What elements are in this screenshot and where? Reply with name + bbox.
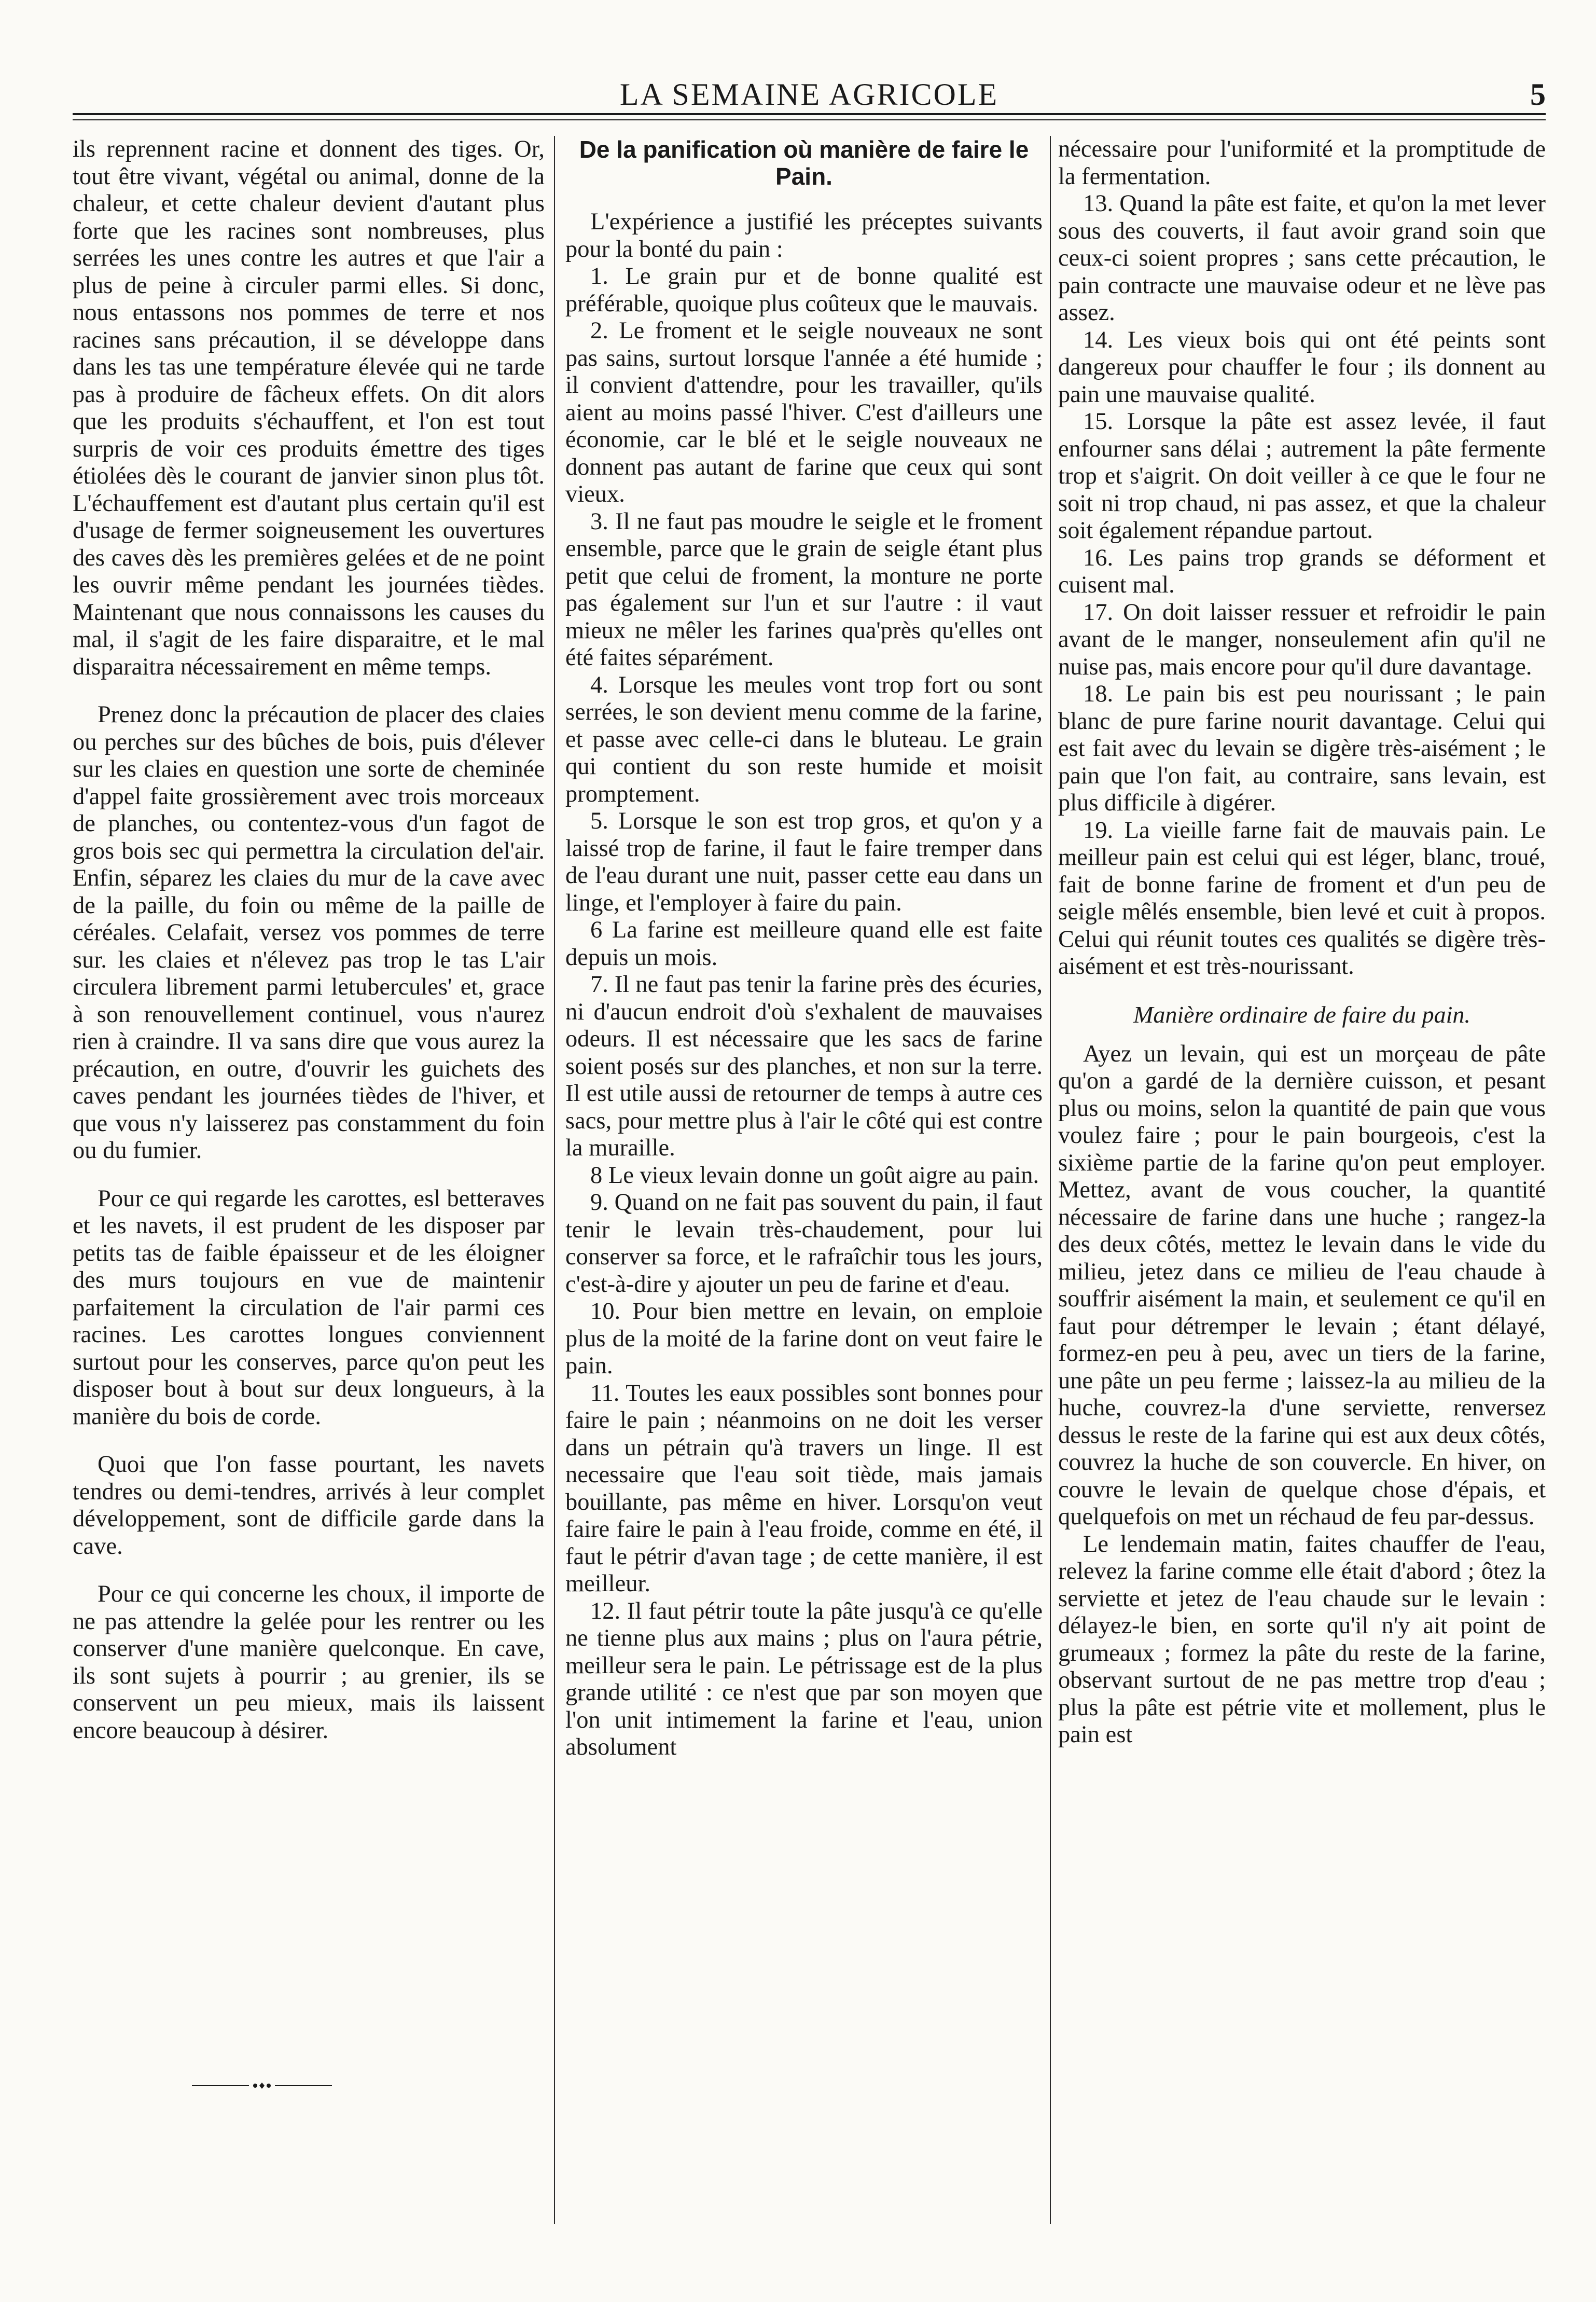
rule-item: 11. Toutes les eaux possibles sont bonnes pour faire le pain ; néanmoins on ne doit les verser dans un pétrain qu'à travers un linge. Il est necessaire que l'eau soit tiède, mais jamais bouillante, pas même en hiver. Lorsqu'on veut faire faire le pain à l'eau froide, comme en été, il faut le pétrir d'avan tage ; de cette manière, il est meilleur. <box>565 1380 1043 1597</box>
rule-item: 7. Il ne faut pas tenir la farine près des écuries, ni d'aucun endroit d'où s'exhalent de mauvaises odeurs. Il est nécessaire que les sacs de farine soient posés sur des planches, et non sur la terre. Il est utile aussi de retourner de temps à autre ces sacs, pour mettre plus à l'air le côté qui est contre la muraille. <box>565 971 1043 1161</box>
paragraph: Pour ce qui regarde les carottes, esl betteraves et les navets, il est prudent de les disposer par petits tas de faible épaisseur et de les éloigner des murs toujours en vue de maintenir parfaitement la circulation de l'air parmi ces racines. Les carottes longues conviennent surtout pour les conserves, parce qu'on peut les disposer bout à bout sur deux longueurs, à la manière du bois de corde. <box>73 1185 545 1430</box>
column-right <box>1058 136 1546 2177</box>
paragraph: nécessaire pour l'uniformité et la promptitude de la fermentation. <box>1058 136 1546 190</box>
rule-item: 5. Lorsque le son est trop gros, et qu'on y a laissé trop de farine, il faut le faire tremper dans de l'eau durant une nuit, passer cette eau dans un linge, et l'employer à faire du pain. <box>565 808 1043 916</box>
rule-item: 17. On doit laisser ressuer et refroidir le pain avant de le manger, nonseulement afin qu'il ne nuise pas, mais encore pour qu'il dure davantage. <box>1058 599 1546 680</box>
rule-item: 18. Le pain bis est peu nourissant ; le pain blanc de pure farine nourit davantage. Celui qui est fait avec du levain se digère très-aisément ; le pain que l'on fait, au contraire, sans levain, est plus difficile à digérer. <box>1058 681 1546 816</box>
rule-item: 3. Il ne faut pas moudre le seigle et le froment ensemble, parce que le grain de seigle étant plus petit que celui de froment, la monture ne porte pas également sur l'un et sur l'autre : il vaut mieux ne mêler les farines qua'près qu'elles ont été faites séparément. <box>565 508 1043 671</box>
rule-item: 6 La farine est meilleure quand elle est faite depuis un mois. <box>565 917 1043 971</box>
rule-item: 14. Les vieux bois qui ont été peints sont dangereux pour chauffer le four ; ils donnent au pain une mauvaise qualité. <box>1058 326 1546 408</box>
paragraph: Le lendemain matin, faites chauffer de l'eau, relevez la farine comme elle était d'abord ; ôtez la serviette et jetez de l'eau chaude sur le levain : délayez-le bien, en sorte qu'il n'y ait point de grumeaux ; formez la pâte du reste de la farine, observant surtout de ne pas mettre trop d'eau ; plus la pâte est pétrie vite et mollement, plus le pain est <box>1058 1531 1546 1748</box>
rule-item: 19. La vieille farne fait de mauvais pain. Le meilleur pain est celui qui est léger, blanc, troué, fait de bonne farine de froment et d'un peu de seigle mêlés ensemble, bien levé et cuit à propos. Celui qui réunit toutes ces qualités se digère très-aisément et est très-nourissant. <box>1058 817 1546 980</box>
header-rule-thin <box>73 119 1546 120</box>
paragraph: Ayez un levain, qui est un morçeau de pâte qu'on a gardé de la dernière cuisson, et pesant plus ou moins, selon la quantité de pain que vous voulez faire ; pour le pain bourgeois, c'est la sixième partie de la farine qu'on peut employer. Mettez, avant de vous coucher, la quantité nécessaire de farine dans une huche ; rangez-la des deux côtés, mettez le levain dans le vide du milieu, jetez dans ce milieu de l'eau chaude à souffrir aisément la main, et seulement ce qu'il en faut pour détremper le levain ; étant délayé, formez-en peu à peu, avec un tiers de la farine, une pâte un peu ferme ; laissez-la au milieu de la huche, couvrez-la d'une serviette, renversez dessus le reste de la farine qui est aux deux côtés, couvrez la huche de son couvercle. En hiver, on couvre le levain de quelque chose d'épais, et quelquefois on met un réchaud de feu par-dessus. <box>1058 1040 1546 1530</box>
column-divider-right <box>1050 136 1051 2224</box>
section-subheading: Manière ordinaire de faire du pain. <box>1133 1001 1470 1028</box>
rule-item: 2. Le froment et le seigle nouveaux ne sont pas sains, surtout lorsque l'année a été humide ; il convient d'attendre, pour les travailler, qu'ils aient au moins passé l'hiver. C'est d'ailleurs une économie, car le blé et le seigle nouveaux ne donnent pas autant de farine que ceux qui sont vieux. <box>565 318 1043 507</box>
paragraph: Quoi que l'on fasse pourtant, les navets tendres ou demi-tendres, arrivés à leur complet développement, sont de difficile garde dans la cave. <box>73 1451 545 1560</box>
column-middle <box>565 136 1043 2177</box>
page-number: 5 <box>1530 77 1546 112</box>
header-rule <box>73 113 1546 115</box>
rule-item: 10. Pour bien mettre en levain, on emploie plus de la moité de la farine dont on veut faire le pain. <box>565 1298 1043 1379</box>
column-divider-left <box>554 136 555 2224</box>
article-heading: De la panification où manière de faire le Pain. <box>579 136 1029 190</box>
paragraph: ils reprennent racine et donnent des tiges. Or, tout être vivant, végétal ou animal, donne de la chaleur, et cette chaleur devient d'autant plus forte que les racines sont nombreuses, plus serrées les unes contre les autres et que l'air a plus de peine à circuler parmi elles. Si donc, nous entassons nos pommes de terre et nos racines sans précaution, il se développe dans dans les tas une température élevée qui ne tarde pas à produire de fâcheux effets. On dit alors que les produits s'échauffent, et l'on est tout surpris de voir ces produits émettre des tiges étiolées dès le courant de janvier sinon plus tôt. L'échauffement est d'autant plus certain qu'il est d'usage de fermer soigneusement les ouvertures des caves dès les premières gelées et de ne point les ouvrir même pendant les journées tièdes. Maintenant que nous connaissons les causes du mal, il s'agit de les faire disparaitre, et le mal disparaitra nécessairement en même temps. <box>73 136 545 680</box>
paragraph: Pour ce qui concerne les choux, il importe de ne pas attendre la gelée pour les rentrer ou les conserver d'une manière quelconque. En cave, ils sont sujets à pourrir ; au grenier, ils se conservent un peu mieux, mais ils laissent encore beaucoup à désirer. <box>73 1581 545 1744</box>
rule-item: 15. Lorsque la pâte est assez levée, il faut enfourner sans délai ; autrement la pâte fermente trop et s'aigrit. On doit veiller à ce que le four ne soit ni trop chaud, ni pas assez, et que la chaleur soit également répandue partout. <box>1058 408 1546 544</box>
page-header <box>73 77 1546 118</box>
journal-title: LA SEMAINE AGRICOLE <box>619 77 999 112</box>
rule-item: 16. Les pains trop grands se déforment et cuisent mal. <box>1058 544 1546 598</box>
rule-item: 8 Le vieux levain donne un goût aigre au pain. <box>590 1162 1039 1189</box>
paragraph: L'expérience a justifié les préceptes suivants pour la bonté du pain : <box>565 209 1043 263</box>
rule-item: 12. Il faut pétrir toute la pâte jusqu'à ce qu'elle ne tienne plus aux mains ; plus on l'aura pétrie, meilleur sera le pain. Le pétrissage est de la plus grande utilité : ce n'est que par son moyen que l'on unit intimement la farine et l'eau, union absolument <box>565 1597 1043 1760</box>
column-left <box>73 136 545 2177</box>
rule-item: 13. Quand la pâte est faite, et qu'on la met lever sous des couverts, il faut avoir grand soin que ceux-ci soient propres ; sans cette précaution, le pain contracte une mauvaise odeur et ne lève pas assez. <box>1058 190 1546 326</box>
paragraph: Prenez donc la précaution de placer des claies ou perches sur des bûches de bois, puis d'élever sur les claies en question une sorte de cheminée d'appel faite grossièrement avec trois morceaux de planches, ou contentez-vous d'un fagot de gros bois sec qui permettra la circulation del'air. Enfin, séparez les claies du mur de la cave avec de la paille, du foin ou même de la paille de céréales. Celafait, versez vos pommes de terre sur. les claies et n'élevez pas trop le tas L'air circulera librement parmi letubercules' et, grace à son renouvellement continuel, vous n'aurez rien à craindre. Il va sans dire que vous aurez la précaution, en outre, d'ouvrir les guichets des caves pendant les journées tièdes de l'hiver, et que vous n'y laisserez pas constamment du foin ou du fumier. <box>73 701 545 1164</box>
ornament-divider <box>192 2080 332 2091</box>
rule-item: 9. Quand on ne fait pas souvent du pain, il faut tenir le levain très-chaudement, pour lui conserver sa force, et le rafraîchir tous les jours, c'est-à-dire y ajouter un peu de farine et d'eau. <box>565 1189 1043 1298</box>
rule-item: 4. Lorsque les meules vont trop fort ou sont serrées, le son devient menu comme de la farine, et passe avec celle-ci dans le bluteau. Le grain qui contient du son reste humide et moisit promptement. <box>565 671 1043 807</box>
rule-item: 1. Le grain pur et de bonne qualité est préférable, quoique plus coûteux que le mauvais. <box>565 263 1043 317</box>
